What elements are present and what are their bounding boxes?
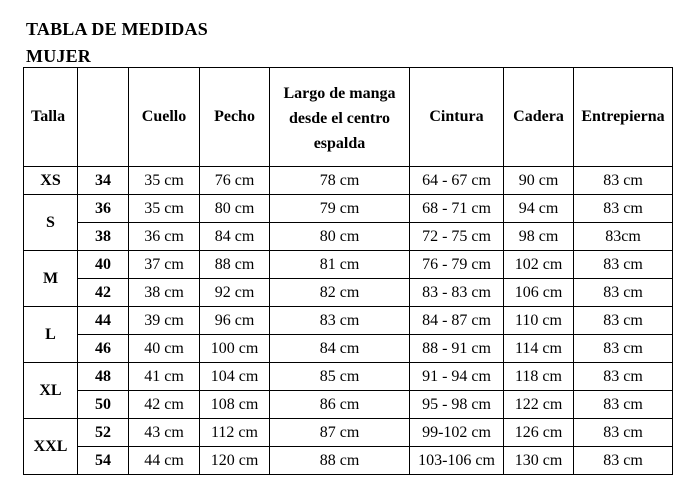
- cell-cintura: 84 - 87 cm: [410, 307, 504, 335]
- size-number: 44: [78, 307, 129, 335]
- header-num: [78, 68, 129, 167]
- table-row: [24, 279, 673, 307]
- cell-pecho: 104 cm: [200, 363, 270, 391]
- cell-pecho: 88 cm: [200, 251, 270, 279]
- header-cuello: Cuello: [129, 68, 200, 167]
- header-manga-line-2: desde el centro: [288, 109, 390, 127]
- cell-cadera: 118 cm: [504, 363, 574, 391]
- cell-pecho: 100 cm: [200, 335, 270, 363]
- cell-cintura: 72 - 75 cm: [410, 223, 504, 251]
- cell-cuello: 36 cm: [129, 223, 200, 251]
- table-row: [24, 419, 673, 447]
- cell-manga: 81 cm: [270, 251, 410, 279]
- header-largo-manga: [270, 68, 410, 167]
- cell-manga: 79 cm: [270, 195, 410, 223]
- size-number: 36: [78, 195, 129, 223]
- cell-cintura: 76 - 79 cm: [410, 251, 504, 279]
- table-row: [24, 391, 673, 419]
- cell-manga: 82 cm: [270, 279, 410, 307]
- cell-cadera: 90 cm: [504, 167, 574, 195]
- cell-pecho: 112 cm: [200, 419, 270, 447]
- header-cintura: Cintura: [410, 68, 504, 167]
- cell-cuello: 35 cm: [129, 167, 200, 195]
- header-row: [24, 68, 673, 167]
- cell-cadera: 98 cm: [504, 223, 574, 251]
- cell-cintura: 83 - 83 cm: [410, 279, 504, 307]
- size-number: 48: [78, 363, 129, 391]
- cell-entrepierna: 83 cm: [574, 279, 673, 307]
- table-row: [24, 223, 673, 251]
- cell-manga: 85 cm: [270, 363, 410, 391]
- cell-pecho: 96 cm: [200, 307, 270, 335]
- header-cadera: Cadera: [504, 68, 574, 167]
- cell-cadera: 106 cm: [504, 279, 574, 307]
- size-number: 40: [78, 251, 129, 279]
- table-row: [24, 307, 673, 335]
- cell-manga: 88 cm: [270, 447, 410, 475]
- cell-entrepierna: 83 cm: [574, 363, 673, 391]
- cell-cuello: 44 cm: [129, 447, 200, 475]
- size-number: 42: [78, 279, 129, 307]
- cell-cuello: 42 cm: [129, 391, 200, 419]
- cell-manga: 84 cm: [270, 335, 410, 363]
- cell-manga: 87 cm: [270, 419, 410, 447]
- header-manga-line-1: Largo de manga: [283, 84, 396, 102]
- size-number: 34: [78, 167, 129, 195]
- cell-cuello: 37 cm: [129, 251, 200, 279]
- table-row: [24, 363, 673, 391]
- size-label: M: [24, 251, 78, 307]
- cell-entrepierna: 83 cm: [574, 251, 673, 279]
- cell-manga: 78 cm: [270, 167, 410, 195]
- table-row: [24, 251, 673, 279]
- cell-cuello: 41 cm: [129, 363, 200, 391]
- table-row: [24, 195, 673, 223]
- cell-cadera: 122 cm: [504, 391, 574, 419]
- header-pecho: Pecho: [200, 68, 270, 167]
- cell-cadera: 114 cm: [504, 335, 574, 363]
- cell-cintura: 99-102 cm: [410, 419, 504, 447]
- cell-cuello: 43 cm: [129, 419, 200, 447]
- page-subtitle: MUJER: [26, 46, 91, 66]
- cell-cuello: 38 cm: [129, 279, 200, 307]
- cell-cintura: 103-106 cm: [410, 447, 504, 475]
- cell-cadera: 94 cm: [504, 195, 574, 223]
- size-number: 50: [78, 391, 129, 419]
- size-label: XS: [24, 167, 78, 195]
- size-chart-table: [23, 67, 673, 475]
- table-body: [24, 167, 673, 475]
- size-number: 54: [78, 447, 129, 475]
- header-talla: Talla: [24, 68, 78, 167]
- cell-cintura: 88 - 91 cm: [410, 335, 504, 363]
- cell-cuello: 35 cm: [129, 195, 200, 223]
- cell-pecho: 84 cm: [200, 223, 270, 251]
- cell-cadera: 110 cm: [504, 307, 574, 335]
- cell-cadera: 102 cm: [504, 251, 574, 279]
- cell-cintura: 68 - 71 cm: [410, 195, 504, 223]
- size-number: 38: [78, 223, 129, 251]
- cell-cadera: 126 cm: [504, 419, 574, 447]
- cell-entrepierna: 83 cm: [574, 195, 673, 223]
- cell-manga: 83 cm: [270, 307, 410, 335]
- cell-entrepierna: 83 cm: [574, 391, 673, 419]
- table-row: [24, 167, 673, 195]
- header-entrepierna: Entrepierna: [574, 68, 673, 167]
- size-label: L: [24, 307, 78, 363]
- cell-pecho: 80 cm: [200, 195, 270, 223]
- cell-entrepierna: 83 cm: [574, 335, 673, 363]
- size-number: 52: [78, 419, 129, 447]
- cell-entrepierna: 83 cm: [574, 447, 673, 475]
- cell-manga: 86 cm: [270, 391, 410, 419]
- table-row: [24, 447, 673, 475]
- cell-cuello: 40 cm: [129, 335, 200, 363]
- cell-cintura: 91 - 94 cm: [410, 363, 504, 391]
- cell-entrepierna: 83cm: [574, 223, 673, 251]
- cell-cuello: 39 cm: [129, 307, 200, 335]
- table-row: [24, 335, 673, 363]
- cell-pecho: 108 cm: [200, 391, 270, 419]
- size-label: XXL: [24, 419, 78, 475]
- cell-entrepierna: 83 cm: [574, 167, 673, 195]
- cell-pecho: 120 cm: [200, 447, 270, 475]
- cell-entrepierna: 83 cm: [574, 419, 673, 447]
- cell-cadera: 130 cm: [504, 447, 574, 475]
- size-label: XL: [24, 363, 78, 419]
- cell-entrepierna: 83 cm: [574, 307, 673, 335]
- cell-cintura: 95 - 98 cm: [410, 391, 504, 419]
- cell-pecho: 76 cm: [200, 167, 270, 195]
- size-number: 46: [78, 335, 129, 363]
- cell-cintura: 64 - 67 cm: [410, 167, 504, 195]
- cell-manga: 80 cm: [270, 223, 410, 251]
- header-manga-line-3: espalda: [313, 134, 366, 152]
- cell-pecho: 92 cm: [200, 279, 270, 307]
- page-title: TABLA DE MEDIDAS: [26, 19, 208, 39]
- size-label: S: [24, 195, 78, 251]
